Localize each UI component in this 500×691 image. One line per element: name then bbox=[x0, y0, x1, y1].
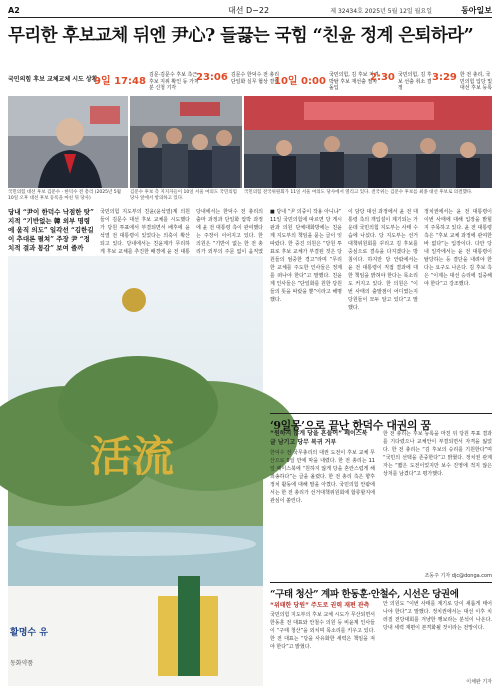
timeline-time: 2:30 bbox=[370, 72, 395, 83]
timeline-desc: 김문·김문수 후보 측근 후보 지위 확인 등 가처분 신청 기각 bbox=[148, 72, 199, 91]
timeline-time: 10일 0:00 bbox=[274, 76, 326, 87]
issue-date: 제 32434호 2025년 5월 12일 월요일 bbox=[330, 8, 432, 15]
page-number: A2 bbox=[8, 6, 20, 15]
sub-article-right bbox=[383, 430, 492, 568]
svg-text:活流: 活流 bbox=[90, 432, 175, 481]
sub-article-body: 국민의힘 지도부의 후보 교체 시도가 무산되면서 한동훈 전 대표와 안철수 의원 등 비윤계 인사들이 “구태 청산”을 외치며 목소리를 키우고 있다. 한 전 대표는 “당을 사유화한 세력은 책임을 져야 한다”고 밝혔다. bbox=[270, 612, 375, 650]
caption: 국민의힘 대선 후보 김문수 · 한덕수 전 총리 (2025년 5월 10일 오후 대선 후보 등록을 마친 뒤 당사) bbox=[8, 190, 121, 201]
sub-article-right bbox=[383, 600, 492, 676]
timeline-time: 3:29 bbox=[432, 72, 457, 83]
timeline-time: 23:06 bbox=[196, 72, 228, 83]
article-body-col: 이 담당 대선 과정에서 윤 전 대통령 측의 개입설이 제기되는 가운데 국민의힘 지도부는 사태 수습에 나섰다. 당 지도부는 선거대책위원회를 꾸리고 김 후보를 중심으로 결속을 다지겠다는 방침이다. 하지만 당 안팎에서는 윤 전 대통령이 직접 결과에 대한 책임을 밝혀야 한다는 목소리도 커지고 있다. 한 의원은 “이번 사태의 출발점이 어디였는지 당원들이 모두 알고 있다”고 말했다. bbox=[348, 209, 418, 311]
caption: 김문수 후보 측 지지자들이 10일 서울 여의도 국민의힘 당사 앞에서 항의하고 있다. bbox=[130, 190, 238, 201]
article-body-col: 국민의힘 지도부의 친윤(윤석열)계 의원들이 김문수 대선 후보 교체를 시도했다가 당원 투표에서 부결되면서 배후에 윤석열 전 대통령이 있었다는 의혹이 확산되고 있다. 당내에서는 친윤계가 무리하게 후보 교체를 추진한 배경에 윤 전 대통 bbox=[100, 209, 190, 255]
sub-article-left bbox=[270, 428, 375, 574]
article-body-col: ■ 당내 “尹 의중이 작용 아니냐” 11일 국민의힘에 따르면 당 게시판과 의원 단체대화방에는 친윤계 지도부의 책임을 묻는 글이 잇따랐다. 한 중진 의원은 “당원 투표로 후보 교체가 부결된 것은 당원들의 엄중한 경고”라며 “무리한 교체를 주도한 인사들은 정계를 떠나야 한다”고 말했다. 친윤계 인사들은 “단일화를 원한 당원들의 뜻을 따랐을 뿐”이라고 해명했다. bbox=[270, 209, 342, 303]
photo-protest-crowd bbox=[130, 96, 242, 188]
lead-summary: 당내 “尹이 한덕수 낙점한 탓” 지적 “기반없는 韓 외부 명령에 움직 의도” 일각선 “김한길이 추대론 펼쳐” 주장 尹 “정치적 결과 통감” 보여 줄까 bbox=[8, 208, 94, 252]
sub-article-body: 한덕수 전 국무총리의 대권 도전이 후보 교체 무산으로 9일 만에 막을 내렸다. 한 전 총리는 11일 페이스북에 “원하지 않게 당을 혼란스럽게 해 죄송하다”는 글을 올렸다. 한 전 총리 측은 향후 정치 활동에 대해 말을 아꼈다. 국민의힘 안팎에서는 한 전 총리가 선거대책위원회에 합류할지에 관심이 쏠린다. bbox=[270, 450, 375, 504]
sub-article-title: ‘9일몽’으로 끝난 한덕수 대권의 꿈 bbox=[270, 413, 492, 433]
newspaper-brand: 동아일보 bbox=[461, 5, 492, 15]
article-body-col: 정치권에서는 윤 전 대통령이 이번 사태에 대해 입장을 밝힐지 주목하고 있다. 윤 전 대통령 측은 “후보 교체 과정에 관여한 바 없다”는 입장이다. 다만 당내 일각에서는 윤 전 대통령이 탈당하는 등 결단을 내려야 한다는 요구도 나온다. 김 후보 측은 “이제는 대선 승리에 집중해야 한다”고 강조했다. bbox=[424, 209, 492, 287]
section-label: 대선 D−22 bbox=[228, 6, 270, 15]
sub-article-left bbox=[270, 600, 375, 685]
byline: 이채완 기자 bbox=[466, 679, 492, 685]
ad-emblem-icon bbox=[122, 288, 146, 312]
sub-article-subtitle: “원하지 않게 당을 흔들어” 페이스북 글 남기고 당무 복귀 거부 bbox=[270, 430, 368, 446]
ad-maker-name: 동화약품 bbox=[10, 660, 34, 667]
photo-candidate-portrait bbox=[8, 96, 128, 188]
timeline-desc: 한 전 총리, 국민의힘 입당 및 대선 후보 등록 bbox=[459, 72, 493, 91]
timeline-item bbox=[432, 72, 494, 92]
sub-article-body: 한 전 총리는 후보 등록을 마친 뒤 당원 투표 결과를 기다렸으나 교체안이 부결되면서 자격을 잃었다. 한 전 총리는 “김 후보의 승리를 기원한다”며 “국민의 선택을 존중한다”고 밝혔다. 정치권 관계자는 “짧은 도전이었지만 보수 진영에 적지 않은 상처를 남겼다”고 평가했다. bbox=[383, 431, 492, 477]
sub-article-subtitle: “위태한 당원” 주도로 권력 재편 관측 bbox=[270, 602, 370, 609]
timeline-item bbox=[274, 72, 379, 92]
timeline-item bbox=[196, 72, 281, 85]
timeline bbox=[8, 72, 492, 94]
article-body-col: 당내에서는 한덕수 전 총리의 출마 과정과 단일화 압박 과정에 윤 전 대통령 측이 관여했다는 주장이 이어지고 있다. 한 의원은 “기반이 없는 한 전 총리가 외부의 주문 없이 움직였 bbox=[196, 209, 263, 255]
timeline-desc: 국민의힘, 김 후보 자격 박탈 후보 재선출 절차 돌입 bbox=[328, 72, 379, 91]
timeline-item bbox=[94, 72, 199, 92]
ad-brand-name: 활명수 유 bbox=[10, 628, 48, 638]
photo-party-meeting bbox=[244, 96, 492, 188]
timeline-desc: 국민의힘, 김 후보 선출 취소 결정 bbox=[397, 72, 432, 91]
page-header bbox=[8, 4, 492, 18]
sub-article-title: “구태 청산” 계파 한동훈·안철수, 시선은 당권에 bbox=[270, 582, 492, 600]
photo-captions bbox=[8, 190, 492, 204]
byline: 조동주 기자 djc@donga.com bbox=[424, 573, 492, 579]
timeline-item bbox=[370, 72, 434, 92]
main-headline: 무리한 후보교체 뒤엔 尹心? 들끓는 국힘 “친윤 정계 은퇴하라” bbox=[8, 26, 474, 46]
timeline-desc: 김문수 한덕수 전 총리 단일화 실무 협상 결렬 bbox=[230, 72, 280, 85]
ad-landscape-image bbox=[8, 256, 263, 686]
timeline-time: 9일 17:48 bbox=[94, 76, 146, 87]
timeline-label: 국민의힘 후보 교체교체 시도 상황 bbox=[8, 76, 98, 83]
photo-strip bbox=[8, 96, 492, 188]
advertisement[interactable] bbox=[8, 256, 263, 686]
sub-article-body: 안 의원도 “이번 사태를 계기로 당이 새롭게 태어나야 한다”고 말했다. 정치권에서는 대선 이후 치러질 전당대회를 겨냥한 행보라는 분석이 나온다. 당내 세력 재편이 본격화될 것이라는 전망이다. bbox=[383, 601, 492, 631]
caption: 국민의힘 전국위원회가 11일 서울 여의도 당사에서 열리고 있다. 전국위는 김문수 후보를 최종 대선 후보로 의결했다. bbox=[244, 190, 473, 195]
